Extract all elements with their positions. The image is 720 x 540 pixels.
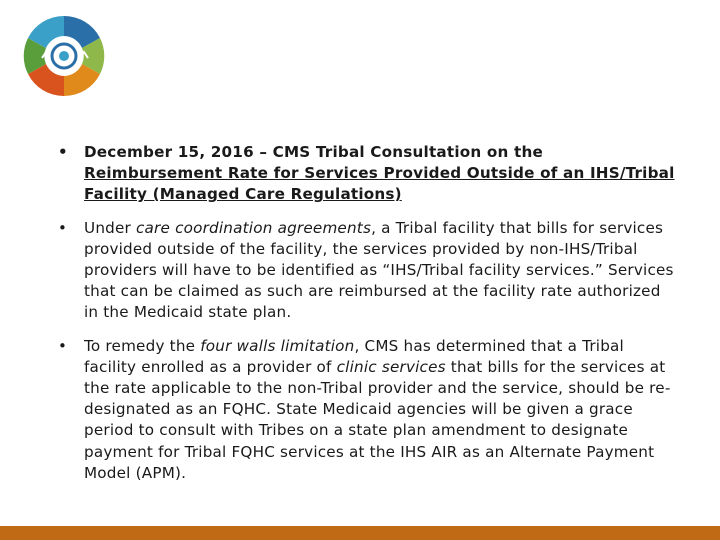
footer-accent-bar xyxy=(0,526,720,540)
four-walls-term: four walls limitation xyxy=(200,336,355,355)
clinic-services-term: clinic services xyxy=(336,357,446,376)
four-walls-mid: , CMS has determined that a Tribal facility enrolled as a provider of xyxy=(84,336,624,376)
tribal-health-logo xyxy=(22,14,106,98)
bullet-dot-icon: • xyxy=(58,336,68,355)
bullet-dot-icon: • xyxy=(58,218,68,237)
bullet-list xyxy=(58,142,678,496)
care-coordination-body: , a Tribal facility that bills for services provided outside of the facility, the services provided by non-IHS/Tribal providers will have to be identified as “IHS/Tribal facility services.” Services that can be claimed as such are reimbursed at the facility rate authorized in the Medicaid state plan. xyxy=(84,218,674,322)
bullet-dot-icon: • xyxy=(58,143,68,161)
bullet-item-care-coordination xyxy=(58,218,678,324)
consultation-date-text: December 15, 2016 – CMS Tribal Consultation on the xyxy=(84,143,543,161)
bullet-item-consultation xyxy=(58,142,678,206)
care-coordination-pre: Under xyxy=(84,218,136,237)
logo-center-dot xyxy=(59,51,69,61)
four-walls-body: that bills for the services at the rate applicable to the non-Tribal provider and the service, should be re-designated as an FQHC. State Medicaid agencies will be given a grace period to consult with Tribes on a state plan amendment to designate payment for Tribal FQHC services at the IHS AIR as an Alternate Payment Model (APM). xyxy=(84,357,671,482)
four-walls-pre: To remedy the xyxy=(84,336,201,355)
care-coordination-term: care coordination agreements xyxy=(136,218,372,237)
bullet-item-four-walls xyxy=(58,336,678,484)
consultation-title-link[interactable]: Reimbursement Rate for Services Provided Outside of an IHS/Tribal Facility (Managed Care Regulations) xyxy=(84,164,675,204)
